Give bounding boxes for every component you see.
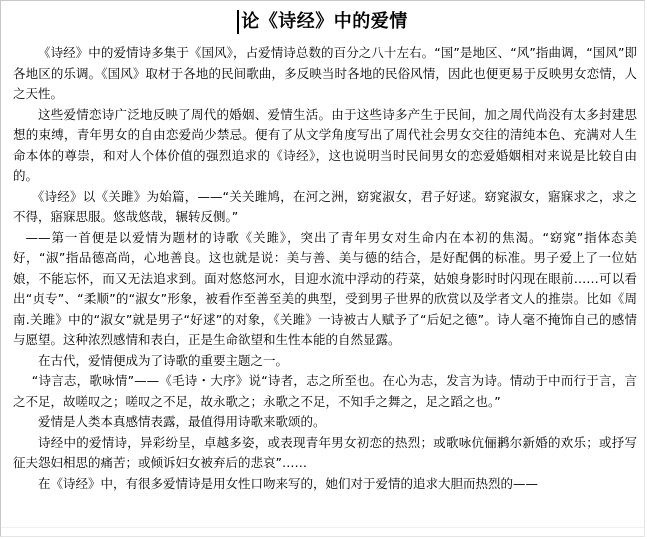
paragraph-2: 这些爱情恋诗广泛地反映了周代的婚姻、爱情生活。由于这些诗多产生于民间，加之周代尚没有太多封建思想的束缚，青年男女的自由恋爱尚少禁忌。便有了从文学角度写出了周代社会男女交往的清纯本色、充满对人生命本体的尊崇，和对人个体价值的强烈追求的《诗经》，这也说明当时民间男女的恋爱婚姻相对来说是比较自由的。: [13, 106, 637, 183]
paragraph-7: 爱情是人类本真感情表露，最值得用诗歌来歌颂的。: [38, 414, 326, 429]
title-row: [1, 7, 644, 37]
paragraph-3: 《诗经》以《关雎》为始篇，——“关关雎鸠，在河之洲，窈窕淑女，君子好逑。窈窕淑女，寤寐求之，求之不得，寤寐思服。悠哉悠哉，辗转反侧。”: [13, 188, 637, 224]
paragraph-1: 《诗经》中的爱情诗多集于《国风》，占爱情诗总数的百分之八十左右。“国”是地区、“风”指曲调，“国风”即各地区的乐调。《国风》取材于各地的民间歌曲，多反映当时各地的民俗风情，因此也便更易于反映男女恋情，人之天性。: [13, 45, 637, 101]
paragraph-5: 在古代，爱情便成为了诗歌的重要主题之一。: [38, 352, 289, 368]
page-bottom-edge: [1, 527, 644, 528]
paragraph-9: 在《诗经》中，有很多爱情诗是用女性口吻来写的，她们对于爱情的追求大胆而热烈的——: [38, 475, 539, 491]
text-cursor: [237, 10, 239, 34]
document-title: [237, 7, 408, 37]
paragraph-4: ——第一首便是以爱情为题材的诗歌《关雎》，突出了青年男女对生命内在本初的焦渴。“窈窕”指体态美好，“淑”指品德高尚，心地善良。这也就是说：美与善、美与德的结合，是好配偶的标准。男子爱上了一位姑娘，不能忘怀，而又无法追求到。面对悠悠河水，目迎水流中浮动的荇菜，姑娘身影时时闪现在眼前……可以看出“贞专”、“柔顺”的“淑女”形象，被看作至善至美的典型，受到男子世界的欣赏以及学者文人的推崇。比如《周南.关雎》中的“淑女”就是男子“好逑”的对象，《关雎》一诗被古人赋予了“后妃之德”。诗人毫不掩饰自己的感情与愿望。这种浓烈感情和表白，正是生命欲望和生性本能的自然显露。: [13, 229, 637, 347]
paragraph-8: 诗经中的爱情诗，异彩纷呈，卓越多姿，或表现青年男女初恋的热烈；或歌咏伉俪鹣尔新婚的欢乐；或抒写征夫怨妇相思的痛苦；或倾诉妇女被弃后的悲哀”……: [13, 434, 637, 470]
document-title-text: 论《诗经》中的爱情: [241, 11, 408, 32]
paragraph-6: “诗言志，歌咏情”——《毛诗・大序》说“诗者，志之所至也。在心为志，发言为诗。情动于中而行于言，言之不足，故嗟叹之；嗟叹之不足，故永歌之；永歌之不足，不知手之舞之，足之蹈之也。”: [13, 373, 637, 409]
document-body[interactable]: [13, 43, 637, 494]
